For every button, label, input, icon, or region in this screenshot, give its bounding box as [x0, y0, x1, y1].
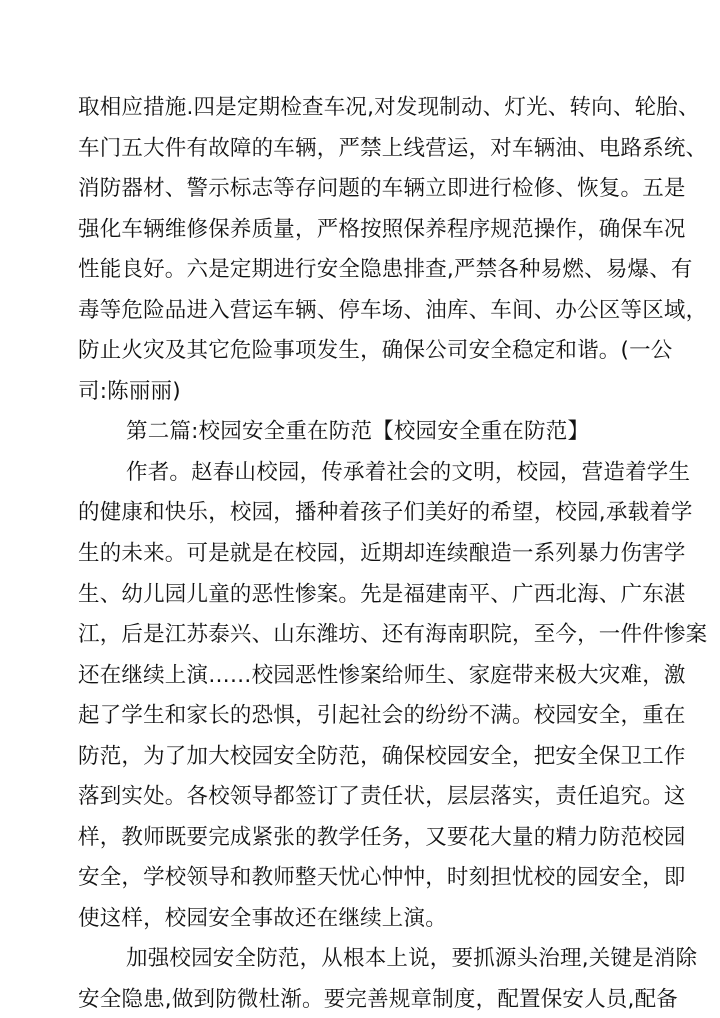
text-line: 司:陈丽丽) — [78, 378, 181, 404]
text-line: 加强校园安全防范，从根本上说，要抓源头治理,关键是消除 — [126, 946, 698, 972]
text-line: 江，后是江苏泰兴、山东潍坊、还有海南职院，至今，一件件惨案 — [78, 622, 708, 648]
text-line: 生、幼儿园儿童的恶性惨案。先是福建南平、广西北海、广东湛 — [78, 581, 686, 607]
text-line: 性能良好。六是定期进行安全隐患排查,严禁各种易燃、易爆、有 — [78, 257, 693, 283]
text-line: 安全，学校领导和教师整天忧心忡忡，时刻担忧校的园安全，即 — [78, 865, 686, 891]
text-line: 强化车辆维修保养质量，严格按照保养程序规范操作，确保车况 — [78, 216, 686, 242]
text-line: 毒等危险品进入营运车辆、停车场、油库、车间、办公区等区域， — [78, 297, 708, 323]
text-line: 还在继续上演……校园恶性惨案给师生、家庭带来极大灾难，激 — [78, 662, 686, 688]
text-line: 作者。赵春山校园，传承着社会的文明，校园，营造着学生 — [126, 459, 691, 485]
text-line: 样，教师既要完成紧张的教学任务，又要花大量的精力防范校园 — [78, 824, 686, 850]
text-line: 的健康和快乐，校园，播种着孩子们美好的希望，校园,承载着学 — [78, 500, 693, 526]
text-line: 安全隐患,做到防微杜渐。要完善规章制度，配置保安人员,配备 — [78, 987, 678, 1012]
section-heading: 第二篇:校园安全重在防范【校园安全重在防范】 — [126, 419, 590, 445]
text-line: 生的未来。可是就是在校园，近期却连续酿造一系列暴力伤害学 — [78, 541, 686, 566]
text-line: 消防器材、警示标志等存问题的车辆立即进行检修、恢复。五是 — [78, 176, 686, 202]
text-line: 使这样，校园安全事故还在继续上演。 — [78, 905, 447, 931]
text-line: 防止火灾及其它危险事项发生，确保公司安全稳定和谐。(一公 — [78, 338, 673, 364]
text-line: 车门五大件有故障的车辆，严禁上线营运，对车辆油、电路系统、 — [78, 135, 708, 161]
text-line: 取相应措施.四是定期检查车况,对发现制动、灯光、转向、轮胎、 — [78, 95, 700, 120]
text-line: 起了学生和家长的恐惧，引起社会的纷纷不满。校园安全，重在 — [78, 703, 686, 729]
text-line: 落到实处。各校领导都签订了责任状，层层落实，责任追究。这 — [78, 784, 686, 810]
text-line: 防范，为了加大校园安全防范，确保校园安全，把安全保卫工作 — [78, 743, 686, 769]
